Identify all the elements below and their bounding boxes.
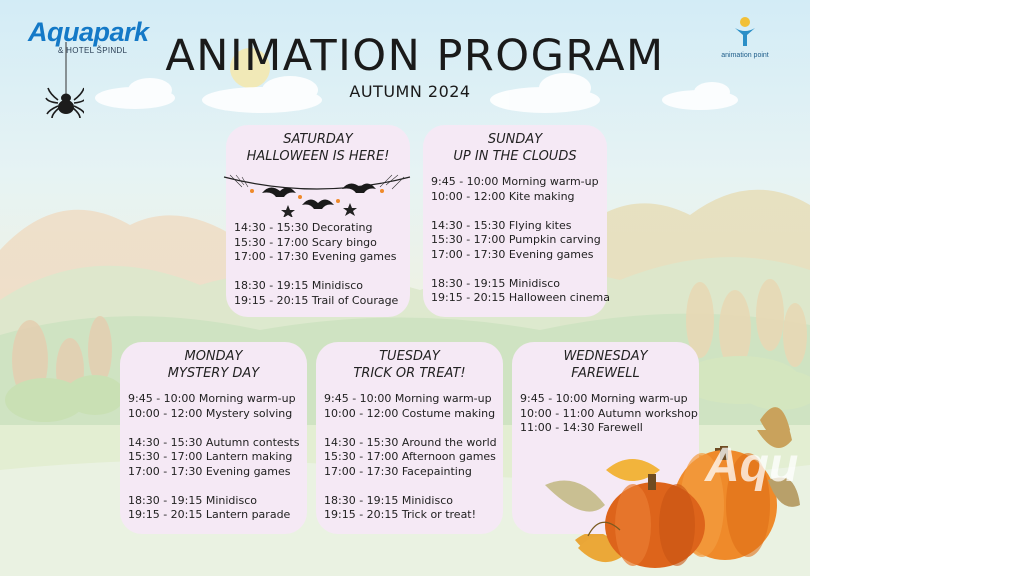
- event-item: 14:30 - 15:30 Autumn contests: [128, 435, 300, 449]
- event-item: 9:45 - 10:00 Morning warm-up: [128, 392, 296, 405]
- brand-watermark: Aqu: [705, 439, 799, 492]
- day-card-saturday: [226, 125, 410, 317]
- event-item: 10:00 - 12:00 Mystery solving: [128, 406, 293, 420]
- event-item: 11:00 - 14:30 Farewell: [520, 421, 643, 434]
- event-item: 19:15 - 20:15 Trail of Courage: [234, 293, 399, 307]
- logo-subtitle: & HOTEL ŠPINDL: [58, 46, 128, 55]
- event-list: [324, 392, 495, 523]
- day-name: SUNDAY: [487, 132, 543, 147]
- event-item: 17:00 - 17:30 Evening games: [431, 247, 594, 261]
- event-item: 15:30 - 17:00 Pumpkin carving: [431, 233, 601, 246]
- event-item: 10:00 - 11:00 Autumn workshop: [520, 406, 698, 420]
- event-item: 18:30 - 19:15 Minidisco: [128, 493, 257, 507]
- event-item: 18:30 - 19:15 Minidisco: [431, 276, 560, 290]
- event-item: 9:45 - 10:00 Morning warm-up: [431, 175, 599, 188]
- animation-point-text: animation point: [721, 52, 769, 59]
- event-item: 15:30 - 17:00 Afternoon games: [324, 450, 496, 463]
- animation-point-logo: [705, 16, 785, 59]
- event-item: 19:15 - 20:15 Trick or treat!: [324, 508, 477, 521]
- event-item: 19:15 - 20:15 Halloween cinema: [431, 291, 611, 304]
- halloween-garland-icon: [222, 167, 412, 217]
- event-item: 17:00 - 17:30 Evening games: [128, 464, 291, 478]
- day-theme: MYSTERY DAY: [167, 366, 260, 381]
- day-card-monday: [120, 342, 307, 534]
- event-item: 15:30 - 17:00 Lantern making: [128, 450, 293, 463]
- event-item: 19:15 - 20:15 Lantern parade: [128, 508, 291, 521]
- event-item: 18:30 - 19:15 Minidisco: [234, 279, 363, 292]
- day-theme: UP IN THE CLOUDS: [453, 149, 577, 164]
- page-title: ANIMATION PROGRAM: [165, 31, 665, 81]
- day-theme: TRICK OR TREAT!: [353, 366, 466, 381]
- event-list: [234, 221, 402, 308]
- day-name: WEDNESDAY: [563, 349, 648, 364]
- logo-wordmark: Aquapark: [28, 17, 149, 47]
- event-list: [128, 392, 299, 523]
- animation-point-figure-icon: [732, 16, 758, 46]
- event-item: 15:30 - 17:00 Scary bingo: [234, 235, 377, 249]
- event-item: 17:00 - 17:30 Facepainting: [324, 464, 472, 478]
- event-item: 14:30 - 15:30 Flying kites: [431, 218, 572, 232]
- event-item: 17:00 - 17:30 Evening games: [234, 250, 397, 263]
- event-item: 10:00 - 12:00 Costume making: [324, 406, 496, 420]
- day-card-sunday: [423, 125, 611, 317]
- day-theme: FAREWELL: [571, 366, 640, 381]
- event-item: 14:30 - 15:30 Around the world: [324, 435, 497, 449]
- event-item: 10:00 - 12:00 Kite making: [431, 189, 575, 203]
- event-list: [520, 392, 698, 436]
- page-subtitle: AUTUMN 2024: [349, 82, 471, 101]
- day-name: TUESDAY: [379, 349, 440, 364]
- day-name: SATURDAY: [283, 132, 353, 147]
- day-name: MONDAY: [184, 349, 243, 364]
- event-item: 18:30 - 19:15 Minidisco: [324, 493, 453, 507]
- day-theme: HALLOWEEN IS HERE!: [246, 149, 390, 164]
- event-item: 9:45 - 10:00 Morning warm-up: [324, 392, 492, 405]
- event-list: [431, 175, 611, 306]
- spider-icon: [44, 42, 84, 122]
- day-card-tuesday: [316, 342, 503, 534]
- event-item: 14:30 - 15:30 Decorating: [234, 221, 373, 234]
- event-item: 9:45 - 10:00 Morning warm-up: [520, 392, 688, 405]
